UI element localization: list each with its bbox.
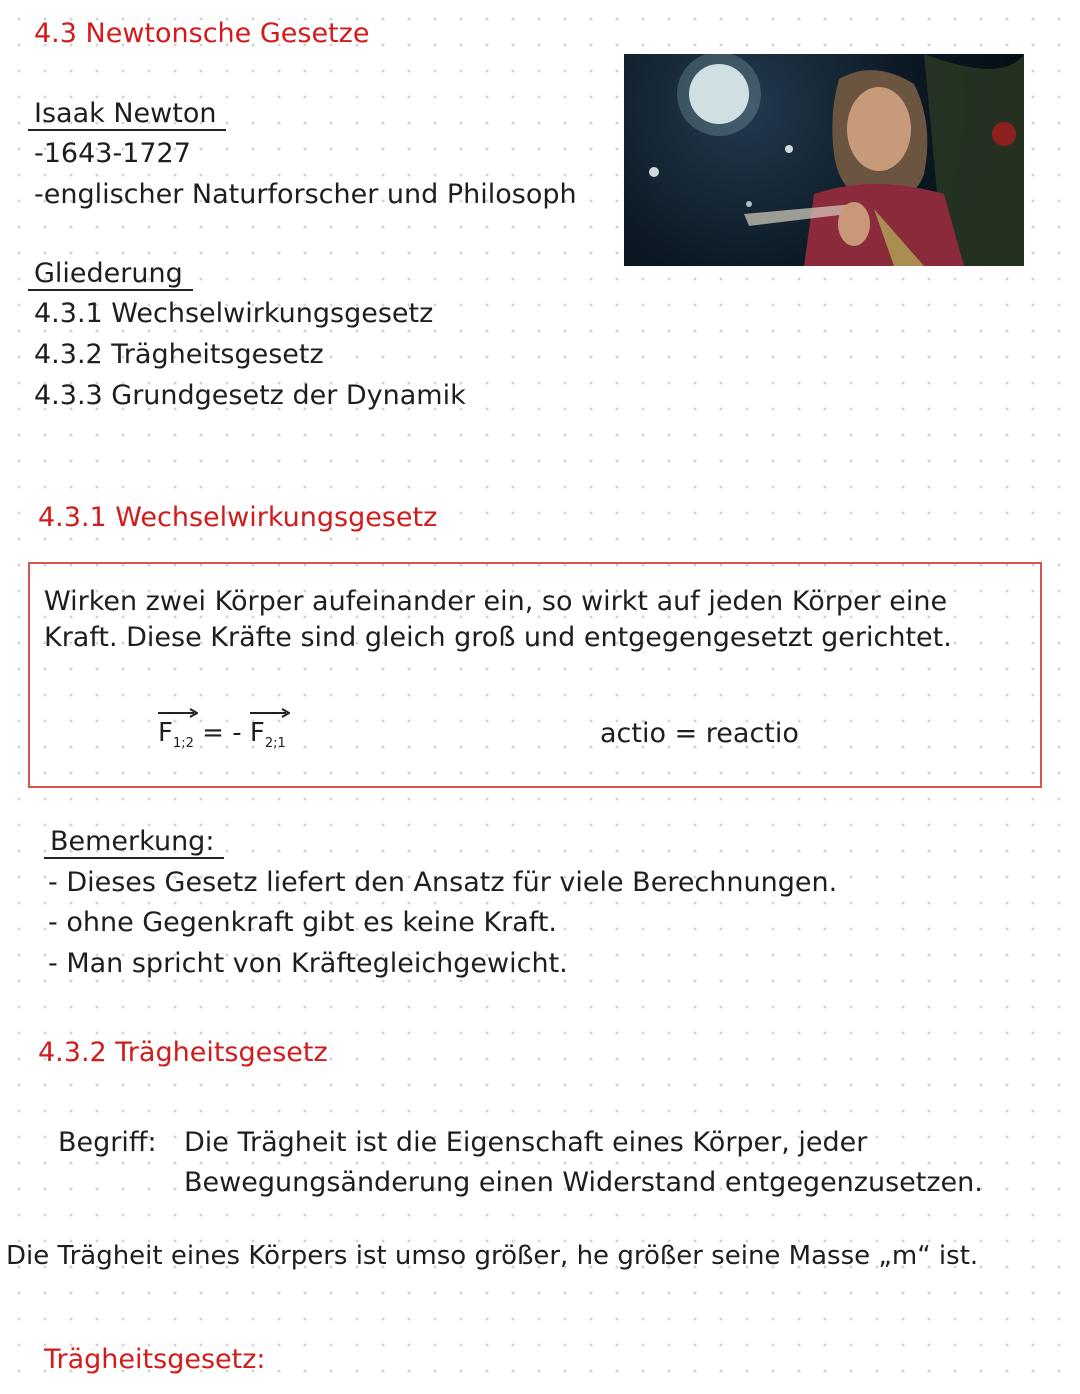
newton-portrait-image bbox=[624, 54, 1024, 266]
force-symbol: F bbox=[158, 718, 173, 748]
newton-label: Isaak Newton bbox=[28, 98, 226, 131]
force-vector-2-1 bbox=[250, 718, 286, 751]
newton-years: -1643-1727 bbox=[34, 138, 191, 169]
bemerkung-item: - ohne Gegenkraft gibt es keine Kraft. bbox=[48, 907, 557, 938]
traegheit-statement: Die Trägheit eines Körpers ist umso größer, he größer seine Masse „m“ ist. bbox=[6, 1241, 979, 1271]
bemerkung-label: Bemerkung: bbox=[44, 826, 224, 859]
begriff-line2: Bewegungsänderung einen Widerstand entgegenzusetzen. bbox=[184, 1167, 983, 1198]
formula bbox=[158, 718, 286, 751]
section2-title: 4.3.2 Trägheitsgesetz bbox=[38, 1037, 328, 1068]
gliederung-label: Gliederung bbox=[28, 258, 193, 291]
force-symbol: F bbox=[249, 718, 265, 748]
vector-arrow-icon bbox=[158, 708, 198, 718]
definition-box bbox=[28, 562, 1042, 788]
force-subscript: 2;1 bbox=[264, 736, 286, 752]
gliederung-item: 4.3.2 Trägheitsgesetz bbox=[34, 339, 324, 370]
vector-arrow-icon bbox=[250, 708, 290, 718]
bemerkung-item: - Man spricht von Kräftegleichgewicht. bbox=[48, 948, 568, 979]
begriff-line1: Die Trägheit ist die Eigenschaft eines Körper, jeder bbox=[184, 1127, 868, 1158]
force-vector-1-2 bbox=[158, 718, 194, 751]
formula-equals: = - bbox=[193, 718, 250, 748]
force-subscript: 1;2 bbox=[172, 736, 194, 752]
gliederung-item: 4.3.1 Wechselwirkungsgesetz bbox=[34, 298, 434, 329]
section1-title: 4.3.1 Wechselwirkungsgesetz bbox=[38, 502, 438, 533]
gliederung-item: 4.3.3 Grundgesetz der Dynamik bbox=[34, 380, 466, 411]
begriff-label: Begriff: bbox=[58, 1127, 157, 1158]
newton-description: -englischer Naturforscher und Philosoph bbox=[34, 179, 577, 210]
box-text-line2: Kraft. Diese Kräfte sind gleich groß und entgegengesetzt gerichtet. bbox=[44, 622, 952, 653]
traegheitsgesetz-label: Trägheitsgesetz: bbox=[44, 1344, 266, 1375]
actio-reactio: actio = reactio bbox=[600, 718, 799, 749]
page-title: 4.3 Newtonsche Gesetze bbox=[34, 18, 370, 49]
bemerkung-item: - Dieses Gesetz liefert den Ansatz für viele Berechnungen. bbox=[48, 867, 838, 898]
box-text-line1: Wirken zwei Körper aufeinander ein, so wirkt auf jeden Körper eine bbox=[44, 586, 948, 617]
